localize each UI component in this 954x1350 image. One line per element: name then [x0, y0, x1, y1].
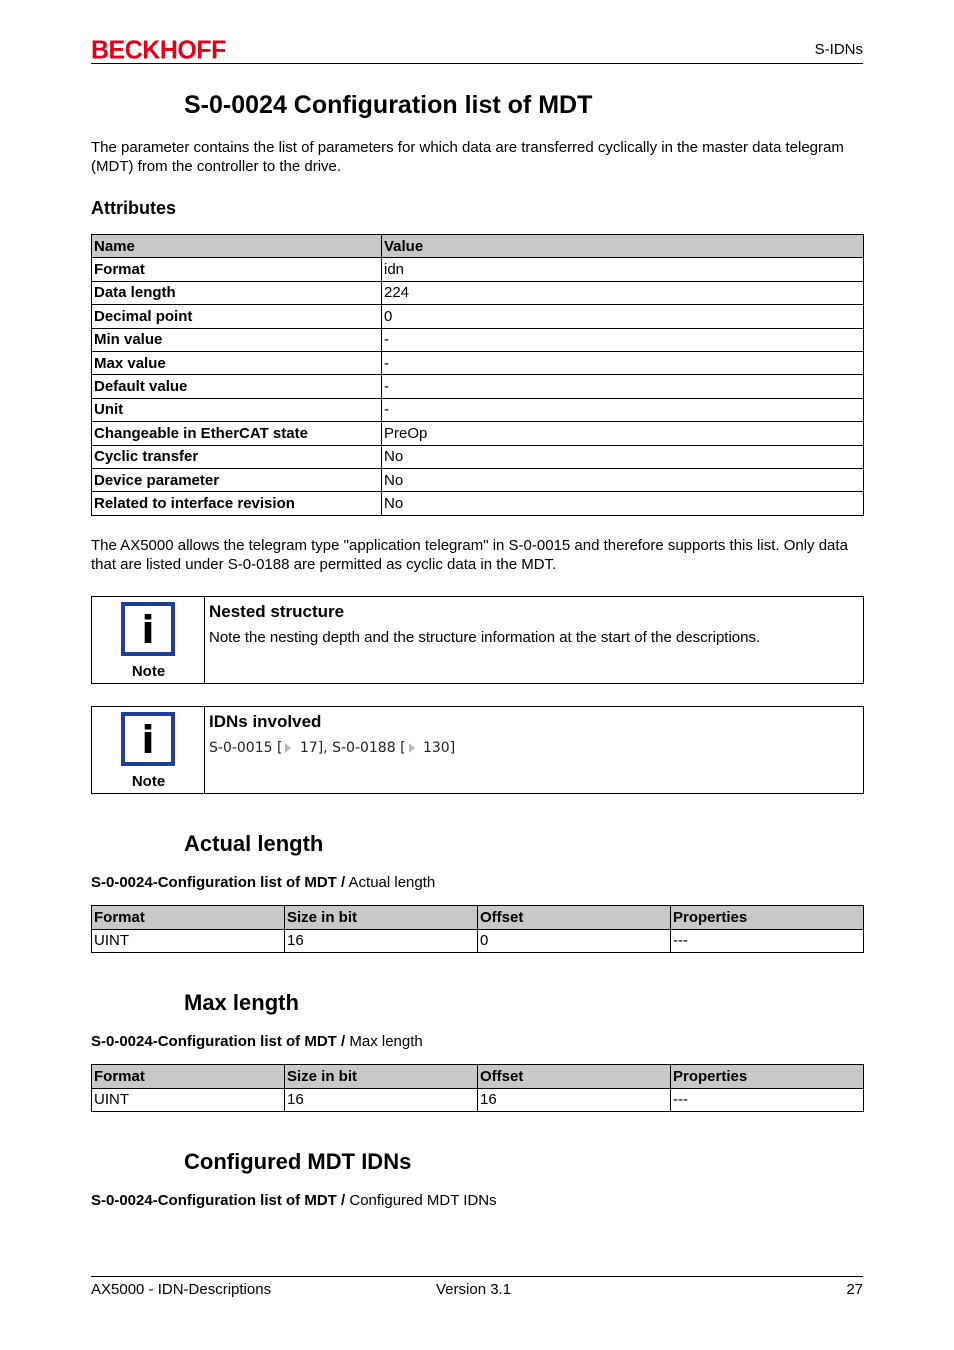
attr-name: Changeable in EtherCAT state [92, 422, 382, 445]
col-size-header: Size in bit [285, 1065, 478, 1089]
col-format-header: Format [92, 906, 285, 930]
triangle-right-icon [285, 743, 291, 753]
table-row [92, 258, 864, 281]
attr-name: Device parameter [92, 468, 382, 491]
attr-name: Format [92, 258, 382, 281]
link-s-0-0015[interactable]: S-0-0015 [ [209, 740, 283, 756]
triangle-right-icon [409, 743, 415, 753]
link-page-17[interactable]: 17], [295, 740, 333, 756]
section-heading-configured-mdt-idns: Configured MDT IDNs [184, 1149, 412, 1174]
actual-length-table [91, 905, 864, 953]
idn-links [209, 740, 455, 756]
col-value-header: Value [382, 235, 864, 258]
table-row [92, 422, 864, 445]
note-label: Note [131, 663, 166, 680]
attr-name: Unit [92, 398, 382, 421]
caption-configured-mdt-idns: S-0-0024-Configuration list of MDT / Configured MDT IDNs [91, 1192, 497, 1209]
attr-value: 224 [382, 281, 864, 304]
page-header [91, 34, 863, 64]
attr-name: Decimal point [92, 305, 382, 328]
note-text: Note the nesting depth and the structure information at the start of the descriptions. [209, 629, 761, 646]
col-offset-header: Offset [478, 906, 671, 930]
col-properties-header: Properties [671, 1065, 864, 1089]
table-row [92, 375, 864, 398]
cell-properties: --- [671, 929, 864, 953]
table-row [92, 492, 864, 515]
cell-offset: 16 [478, 1088, 671, 1112]
table-header-row [92, 235, 864, 258]
cell-size: 16 [285, 1088, 478, 1112]
beckhoff-logo: BECKHOFF [91, 35, 226, 65]
attr-name: Cyclic transfer [92, 445, 382, 468]
table-row [92, 929, 864, 953]
attr-value: No [382, 445, 864, 468]
footer-page-number: 27 [846, 1281, 863, 1298]
info-icon: i [121, 712, 175, 766]
cell-format: UINT [92, 929, 285, 953]
link-page-130[interactable]: 130] [418, 740, 456, 756]
page-title: S-0-0024 Configuration list of MDT [184, 91, 593, 119]
table-row [92, 398, 864, 421]
attributes-heading: Attributes [91, 198, 176, 218]
attr-value: No [382, 468, 864, 491]
footer-document-name: AX5000 - IDN-Descriptions [91, 1281, 272, 1298]
col-properties-header: Properties [671, 906, 864, 930]
footer-version: Version 3.1 [436, 1281, 512, 1298]
header-section-name: S-IDNs [814, 41, 863, 58]
section-heading-max-length: Max length [184, 990, 299, 1015]
body-paragraph: The AX5000 allows the telegram type "application telegram" in S-0-0015 and therefore supports this list. Only data that are listed under S-0-0188 are permitted as cyclic data in the MDT. [91, 537, 848, 573]
caption-actual-length: S-0-0024-Configuration list of MDT / Actual length [91, 874, 436, 891]
cell-properties: --- [671, 1088, 864, 1112]
link-s-0-0188[interactable]: S-0-0188 [ [332, 740, 406, 756]
attr-name: Data length [92, 281, 382, 304]
cell-offset: 0 [478, 929, 671, 953]
attr-value: - [382, 398, 864, 421]
note-icon-column [92, 707, 205, 793]
attr-name: Min value [92, 328, 382, 351]
attributes-table [91, 234, 864, 516]
attr-name: Related to interface revision [92, 492, 382, 515]
attr-value: 0 [382, 305, 864, 328]
section-heading-actual-length: Actual length [184, 831, 324, 856]
table-row [92, 468, 864, 491]
table-row [92, 351, 864, 374]
table-row [92, 305, 864, 328]
attr-value: No [382, 492, 864, 515]
note-box-nested-structure [91, 596, 864, 684]
attr-value: idn [382, 258, 864, 281]
table-row [92, 281, 864, 304]
col-offset-header: Offset [478, 1065, 671, 1089]
table-header-row [92, 906, 864, 930]
table-row [92, 445, 864, 468]
note-box-idns-involved [91, 706, 864, 794]
col-size-header: Size in bit [285, 906, 478, 930]
table-row [92, 1088, 864, 1112]
table-header-row [92, 1065, 864, 1089]
caption-max-length: S-0-0024-Configuration list of MDT / Max length [91, 1033, 423, 1050]
page-footer [91, 1276, 863, 1298]
info-icon: i [121, 602, 175, 656]
attr-value: - [382, 375, 864, 398]
col-name-header: Name [92, 235, 382, 258]
attr-value: - [382, 351, 864, 374]
note-title: Nested structure [209, 602, 345, 621]
cell-format: UINT [92, 1088, 285, 1112]
attr-name: Default value [92, 375, 382, 398]
attr-value: - [382, 328, 864, 351]
intro-paragraph: The parameter contains the list of parameters for which data are transferred cyclically in the master data telegram (MDT) from the controller to the drive. [91, 139, 844, 175]
note-icon-column [92, 597, 205, 683]
attr-value: PreOp [382, 422, 864, 445]
note-label: Note [131, 773, 166, 790]
col-format-header: Format [92, 1065, 285, 1089]
cell-size: 16 [285, 929, 478, 953]
note-title: IDNs involved [209, 712, 322, 731]
table-row [92, 328, 864, 351]
attr-name: Max value [92, 351, 382, 374]
max-length-table [91, 1064, 864, 1112]
